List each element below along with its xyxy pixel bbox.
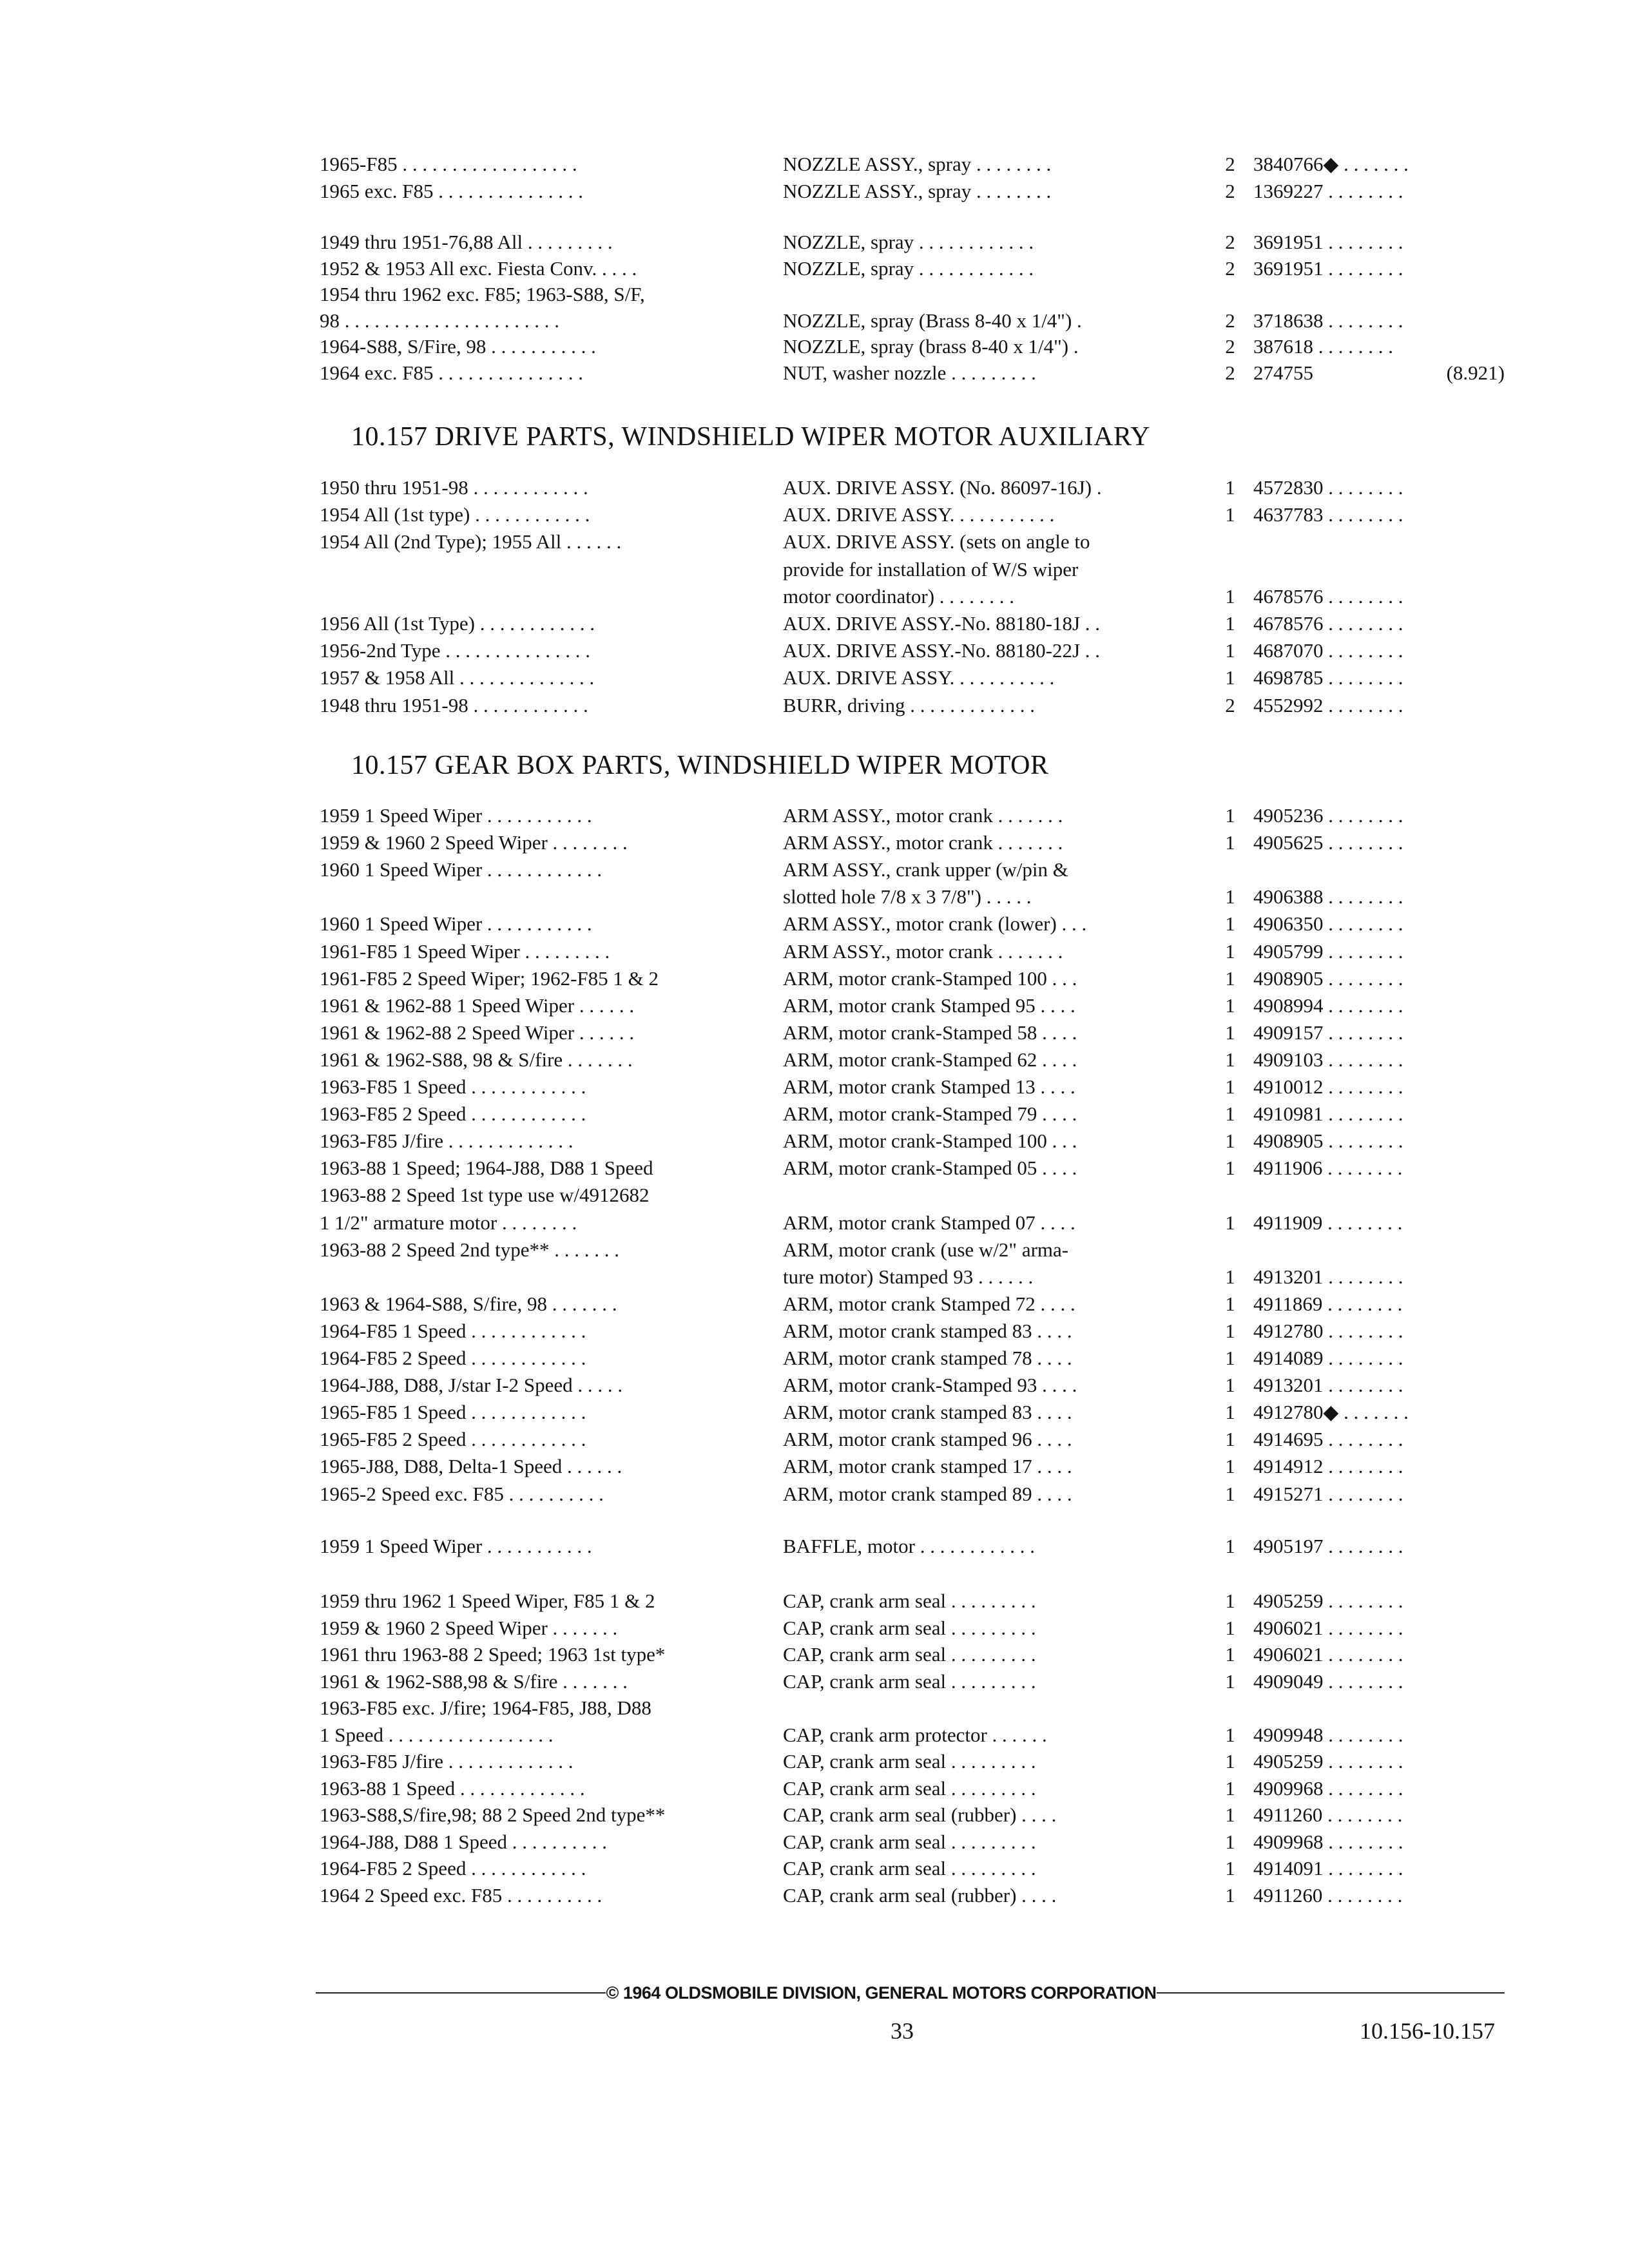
part-description-cell: CAP, crank arm seal (rubber) . . . . bbox=[783, 1803, 1057, 1826]
part-description-cell: CAP, crank arm seal . . . . . . . . . bbox=[783, 1750, 1036, 1773]
application-cell: 1956 All (1st Type) . . . . . . . . . . . . bbox=[320, 612, 595, 635]
list-item bbox=[0, 1669, 1629, 1695]
part-number-cell: 4911869 . . . . . . . . bbox=[1253, 1292, 1403, 1315]
part-description-cell: CAP, crank arm seal (rubber) . . . . bbox=[783, 1883, 1057, 1907]
part-description-cell: AUX. DRIVE ASSY. . . . . . . . . . . bbox=[783, 666, 1055, 689]
list-item bbox=[0, 939, 1629, 965]
part-number-cell: 4909103 . . . . . . . . bbox=[1253, 1048, 1403, 1071]
quantity-cell: 1 bbox=[1225, 1750, 1235, 1773]
quantity-cell: 1 bbox=[1225, 1265, 1235, 1288]
part-description-cell: NOZZLE, spray . . . . . . . . . . . . bbox=[783, 231, 1034, 253]
list-item bbox=[0, 638, 1629, 664]
application-cell: 1959 thru 1962 1 Speed Wiper, F85 1 & 2 bbox=[320, 1590, 655, 1612]
application-cell: 1959 & 1960 2 Speed Wiper . . . . . . . . bbox=[320, 831, 628, 854]
part-description-cell: ARM, motor crank (use w/2" arma- bbox=[783, 1238, 1069, 1261]
list-item bbox=[0, 151, 1629, 177]
list-item bbox=[0, 857, 1629, 883]
part-description-cell: ARM, motor crank-Stamped 05 . . . . bbox=[783, 1157, 1077, 1180]
part-description-cell: motor coordinator) . . . . . . . . bbox=[783, 584, 1015, 608]
part-number-cell: 4572830 . . . . . . . . bbox=[1253, 476, 1403, 499]
quantity-cell: 1 bbox=[1225, 885, 1235, 908]
part-description-cell: NOZZLE ASSY., spray . . . . . . . . bbox=[783, 153, 1052, 175]
list-item bbox=[0, 1345, 1629, 1371]
part-number-cell: 274755 bbox=[1253, 361, 1313, 384]
list-item bbox=[0, 830, 1629, 856]
part-number-cell: 1369227 . . . . . . . . bbox=[1253, 180, 1403, 202]
part-description-cell: NOZZLE, spray (brass 8-40 x 1/4") . bbox=[783, 335, 1079, 358]
list-item bbox=[0, 1020, 1629, 1046]
copyright-text: © 1964 OLDSMOBILE DIVISION, GENERAL MOTORS CORPORATION bbox=[606, 1983, 1157, 2003]
application-cell: 1963-F85 exc. J/fire; 1964-F85, J88, D88 bbox=[320, 1696, 651, 1719]
part-number-cell: 4911909 . . . . . . . . bbox=[1253, 1211, 1403, 1234]
quantity-cell: 1 bbox=[1225, 804, 1235, 827]
application-cell: 1961 & 1962-S88,98 & S/fire . . . . . . . bbox=[320, 1669, 628, 1693]
list-item bbox=[0, 911, 1629, 937]
application-cell: 1961-F85 2 Speed Wiper; 1962-F85 1 & 2 bbox=[320, 966, 659, 990]
part-number-cell: 3718638 . . . . . . . . bbox=[1253, 309, 1403, 332]
application-cell: 1964 2 Speed exc. F85 . . . . . . . . . . bbox=[320, 1883, 602, 1907]
part-number-cell: 4906021 . . . . . . . . bbox=[1253, 1643, 1403, 1666]
quantity-cell: 1 bbox=[1225, 1723, 1235, 1746]
application-cell: 1963-88 1 Speed . . . . . . . . . . . . . bbox=[320, 1776, 585, 1800]
list-item bbox=[0, 282, 1629, 307]
quantity-cell: 1 bbox=[1225, 1535, 1235, 1557]
part-number-cell: 4909157 . . . . . . . . bbox=[1253, 1021, 1403, 1044]
application-cell: 98 . . . . . . . . . . . . . . . . . . . . . . bbox=[320, 309, 559, 332]
list-item bbox=[0, 334, 1629, 360]
application-cell: 1965-J88, D88, Delta-1 Speed . . . . . . bbox=[320, 1455, 622, 1478]
list-item bbox=[0, 1615, 1629, 1641]
quantity-cell: 2 bbox=[1225, 335, 1235, 358]
part-description-cell: AUX. DRIVE ASSY. . . . . . . . . . . bbox=[783, 503, 1055, 526]
part-number-cell: 4908905 . . . . . . . . bbox=[1253, 966, 1403, 990]
part-number-cell: 4908905 . . . . . . . . bbox=[1253, 1129, 1403, 1153]
application-cell: 1964-F85 1 Speed . . . . . . . . . . . . bbox=[320, 1319, 586, 1342]
part-number-cell: 4911906 . . . . . . . . bbox=[1253, 1157, 1403, 1180]
part-number-cell: 3691951 . . . . . . . . bbox=[1253, 231, 1403, 253]
application-cell: 1963-F85 1 Speed . . . . . . . . . . . . bbox=[320, 1075, 586, 1098]
list-item bbox=[0, 1802, 1629, 1828]
part-description-cell: CAP, crank arm seal . . . . . . . . . bbox=[783, 1643, 1036, 1666]
application-cell: 1949 thru 1951-76,88 All . . . . . . . . . bbox=[320, 231, 613, 253]
quantity-cell: 1 bbox=[1225, 1374, 1235, 1397]
application-cell: 1954 All (2nd Type); 1955 All . . . . . . bbox=[320, 530, 622, 553]
part-description-cell: ARM, motor crank stamped 83 . . . . bbox=[783, 1319, 1072, 1342]
list-item bbox=[0, 993, 1629, 1019]
application-cell: 1961 & 1962-88 2 Speed Wiper . . . . . . bbox=[320, 1021, 635, 1044]
quantity-cell: 1 bbox=[1225, 612, 1235, 635]
quantity-cell: 1 bbox=[1225, 1129, 1235, 1153]
part-number-cell: 4687070 . . . . . . . . bbox=[1253, 639, 1403, 662]
list-item bbox=[0, 256, 1629, 282]
quantity-cell: 1 bbox=[1225, 1643, 1235, 1666]
part-number-cell: 4913201 . . . . . . . . bbox=[1253, 1265, 1403, 1288]
part-description-cell: ARM, motor crank-Stamped 62 . . . . bbox=[783, 1048, 1077, 1071]
list-item bbox=[0, 1372, 1629, 1398]
part-number-cell: 4552992 . . . . . . . . bbox=[1253, 693, 1403, 716]
application-cell: 1963-S88,S/fire,98; 88 2 Speed 2nd type** bbox=[320, 1803, 666, 1826]
part-description-cell: CAP, crank arm protector . . . . . . bbox=[783, 1723, 1047, 1746]
application-cell: 1961 thru 1963-88 2 Speed; 1963 1st type* bbox=[320, 1643, 666, 1666]
part-number-cell: 4905625 . . . . . . . . bbox=[1253, 831, 1403, 854]
part-description-cell: ARM, motor crank Stamped 07 . . . . bbox=[783, 1211, 1075, 1234]
part-description-cell: NOZZLE ASSY., spray . . . . . . . . bbox=[783, 180, 1052, 202]
list-item bbox=[0, 1074, 1629, 1100]
list-item bbox=[0, 360, 1629, 386]
part-number-cell: 4909049 . . . . . . . . bbox=[1253, 1669, 1403, 1693]
quantity-cell: 1 bbox=[1225, 1830, 1235, 1853]
part-description-cell: ARM ASSY., motor crank . . . . . . . bbox=[783, 939, 1063, 963]
part-number-cell: 4911260 . . . . . . . . bbox=[1253, 1803, 1403, 1826]
quantity-cell: 1 bbox=[1225, 1803, 1235, 1826]
application-cell: 1963-F85 J/fire . . . . . . . . . . . . . bbox=[320, 1129, 574, 1153]
list-item bbox=[0, 308, 1629, 334]
part-description-cell: ARM ASSY., motor crank . . . . . . . bbox=[783, 831, 1063, 854]
list-item bbox=[0, 1829, 1629, 1855]
quantity-cell: 1 bbox=[1225, 831, 1235, 854]
part-description-cell: AUX. DRIVE ASSY.-No. 88180-22J . . bbox=[783, 639, 1101, 662]
part-description-cell: ARM, motor crank stamped 83 . . . . bbox=[783, 1401, 1072, 1424]
application-cell: 1961 & 1962-S88, 98 & S/fire . . . . . . . bbox=[320, 1048, 633, 1071]
list-item bbox=[0, 966, 1629, 992]
quantity-cell: 1 bbox=[1225, 1347, 1235, 1369]
application-cell: 1964-S88, S/Fire, 98 . . . . . . . . . . . bbox=[320, 335, 596, 358]
quantity-cell: 1 bbox=[1225, 1292, 1235, 1315]
part-description-cell: ARM, motor crank stamped 96 . . . . bbox=[783, 1428, 1072, 1451]
list-item bbox=[0, 1237, 1629, 1263]
part-number-cell: 4906350 . . . . . . . . bbox=[1253, 912, 1403, 936]
section-reference: 10.156-10.157 bbox=[1360, 2018, 1495, 2044]
application-cell: 1 1/2" armature motor . . . . . . . . bbox=[320, 1211, 577, 1234]
part-number-cell: 4905197 . . . . . . . . bbox=[1253, 1535, 1403, 1557]
list-item bbox=[0, 1155, 1629, 1181]
application-cell: 1965-F85 2 Speed . . . . . . . . . . . . bbox=[320, 1428, 586, 1451]
list-item bbox=[0, 178, 1629, 204]
quantity-cell: 1 bbox=[1225, 1857, 1235, 1879]
list-item bbox=[0, 229, 1629, 255]
part-number-cell: 3691951 . . . . . . . . bbox=[1253, 256, 1403, 280]
list-item bbox=[0, 1481, 1629, 1507]
copyright-footer bbox=[316, 1980, 1505, 2006]
list-item bbox=[0, 1588, 1629, 1614]
quantity-cell: 2 bbox=[1225, 256, 1235, 280]
application-cell: 1963-88 2 Speed 2nd type** . . . . . . . bbox=[320, 1238, 619, 1261]
part-number-cell: 4637783 . . . . . . . . bbox=[1253, 503, 1403, 526]
list-item bbox=[0, 1318, 1629, 1344]
quantity-cell: 1 bbox=[1225, 912, 1235, 936]
quantity-cell: 1 bbox=[1225, 1319, 1235, 1342]
part-number-cell: 4909968 . . . . . . . . bbox=[1253, 1776, 1403, 1800]
application-cell: 1965-2 Speed exc. F85 . . . . . . . . . . bbox=[320, 1482, 604, 1505]
part-number-cell: 4909968 . . . . . . . . bbox=[1253, 1830, 1403, 1853]
part-number-cell: 4678576 . . . . . . . . bbox=[1253, 612, 1403, 635]
quantity-cell: 1 bbox=[1225, 1157, 1235, 1180]
application-cell: 1964-F85 2 Speed . . . . . . . . . . . . bbox=[320, 1857, 586, 1879]
list-item bbox=[0, 693, 1629, 718]
application-cell: 1950 thru 1951-98 . . . . . . . . . . . . bbox=[320, 476, 588, 499]
quantity-cell: 1 bbox=[1225, 1211, 1235, 1234]
part-description-cell: ARM, motor crank Stamped 95 . . . . bbox=[783, 994, 1075, 1017]
part-description-cell: CAP, crank arm seal . . . . . . . . . bbox=[783, 1776, 1036, 1800]
part-number-cell: 4915271 . . . . . . . . bbox=[1253, 1482, 1403, 1505]
list-item bbox=[0, 1533, 1629, 1559]
list-item bbox=[0, 1047, 1629, 1073]
quantity-cell: 2 bbox=[1225, 231, 1235, 253]
list-item bbox=[0, 557, 1629, 582]
list-item bbox=[0, 884, 1629, 910]
application-cell: 1965 exc. F85 . . . . . . . . . . . . . . . bbox=[320, 180, 584, 202]
list-item bbox=[0, 1128, 1629, 1154]
part-number-cell: 4914912 . . . . . . . . bbox=[1253, 1455, 1403, 1478]
part-description-cell: BURR, driving . . . . . . . . . . . . . bbox=[783, 693, 1035, 716]
quantity-cell: 1 bbox=[1225, 503, 1235, 526]
part-number-cell: 4914091 . . . . . . . . bbox=[1253, 1857, 1403, 1879]
list-item bbox=[0, 1749, 1629, 1774]
part-description-cell: NOZZLE, spray (Brass 8-40 x 1/4") . bbox=[783, 309, 1082, 332]
quantity-cell: 2 bbox=[1225, 693, 1235, 716]
part-number-cell: 4909948 . . . . . . . . bbox=[1253, 1723, 1403, 1746]
part-description-cell: NOZZLE, spray . . . . . . . . . . . . bbox=[783, 256, 1034, 280]
list-item bbox=[0, 1264, 1629, 1290]
list-item bbox=[0, 1210, 1629, 1236]
part-description-cell: ARM, motor crank Stamped 72 . . . . bbox=[783, 1292, 1075, 1315]
part-number-cell: 4905259 . . . . . . . . bbox=[1253, 1590, 1403, 1612]
part-description-cell: ARM, motor crank Stamped 13 . . . . bbox=[783, 1075, 1075, 1098]
footer-rule-left bbox=[316, 1992, 606, 1994]
part-description-cell: BAFFLE, motor . . . . . . . . . . . . bbox=[783, 1535, 1035, 1557]
part-description-cell: CAP, crank arm seal . . . . . . . . . bbox=[783, 1590, 1036, 1612]
application-cell: 1959 1 Speed Wiper . . . . . . . . . . . bbox=[320, 804, 592, 827]
part-number-cell: 4910012 . . . . . . . . bbox=[1253, 1075, 1403, 1098]
part-number-cell: 4911260 . . . . . . . . bbox=[1253, 1883, 1403, 1907]
quantity-cell: 1 bbox=[1225, 966, 1235, 990]
part-number-cell: 387618 . . . . . . . . bbox=[1253, 335, 1393, 358]
quantity-cell: 1 bbox=[1225, 639, 1235, 662]
application-cell: 1964-J88, D88, J/star I-2 Speed . . . . . bbox=[320, 1374, 623, 1397]
application-cell: 1963-F85 2 Speed . . . . . . . . . . . . bbox=[320, 1102, 586, 1126]
list-item bbox=[0, 611, 1629, 637]
application-cell: 1963-88 2 Speed 1st type use w/4912682 bbox=[320, 1184, 650, 1207]
quantity-cell: 1 bbox=[1225, 1075, 1235, 1098]
part-number-cell: 4912780◆ . . . . . . . bbox=[1253, 1401, 1409, 1424]
part-description-cell: ARM, motor crank stamped 17 . . . . bbox=[783, 1455, 1072, 1478]
part-description-cell: ARM, motor crank-Stamped 58 . . . . bbox=[783, 1021, 1077, 1044]
page-number: 33 bbox=[891, 2018, 914, 2044]
part-description-cell: ARM ASSY., motor crank (lower) . . . bbox=[783, 912, 1087, 936]
list-item bbox=[0, 1454, 1629, 1479]
list-item bbox=[0, 1399, 1629, 1425]
list-item bbox=[0, 1101, 1629, 1127]
quantity-cell: 1 bbox=[1225, 1590, 1235, 1612]
quantity-cell: 1 bbox=[1225, 994, 1235, 1017]
part-description-cell: slotted hole 7/8 x 3 7/8") . . . . . bbox=[783, 885, 1032, 908]
cross-ref-cell: (8.921) bbox=[1446, 361, 1505, 384]
part-description-cell: ARM ASSY., crank upper (w/pin & bbox=[783, 858, 1068, 881]
application-cell: 1960 1 Speed Wiper . . . . . . . . . . . . bbox=[320, 858, 602, 881]
part-description-cell: ARM, motor crank-Stamped 79 . . . . bbox=[783, 1102, 1077, 1126]
quantity-cell: 2 bbox=[1225, 153, 1235, 175]
quantity-cell: 2 bbox=[1225, 361, 1235, 384]
part-number-cell: 4908994 . . . . . . . . bbox=[1253, 994, 1403, 1017]
application-cell: 1961-F85 1 Speed Wiper . . . . . . . . . bbox=[320, 939, 610, 963]
application-cell: 1964-J88, D88 1 Speed . . . . . . . . . . bbox=[320, 1830, 608, 1853]
list-item bbox=[0, 475, 1629, 501]
part-description-cell: AUX. DRIVE ASSY. (No. 86097-16J) . bbox=[783, 476, 1102, 499]
application-cell: 1964-F85 2 Speed . . . . . . . . . . . . bbox=[320, 1347, 586, 1369]
list-item bbox=[0, 1427, 1629, 1452]
part-description-cell: ARM, motor crank-Stamped 100 . . . bbox=[783, 966, 1077, 990]
part-description-cell: CAP, crank arm seal . . . . . . . . . bbox=[783, 1857, 1036, 1879]
list-item bbox=[0, 1856, 1629, 1881]
list-item bbox=[0, 1182, 1629, 1208]
application-cell: 1965-F85 . . . . . . . . . . . . . . . . . . bbox=[320, 153, 577, 175]
quantity-cell: 1 bbox=[1225, 1048, 1235, 1071]
part-description-cell: provide for installation of W/S wiper bbox=[783, 557, 1079, 581]
quantity-cell: 1 bbox=[1225, 1021, 1235, 1044]
quantity-cell: 2 bbox=[1225, 180, 1235, 202]
list-item bbox=[0, 529, 1629, 555]
quantity-cell: 1 bbox=[1225, 1102, 1235, 1126]
part-number-cell: 4906388 . . . . . . . . bbox=[1253, 885, 1403, 908]
part-description-cell: ARM ASSY., motor crank . . . . . . . bbox=[783, 804, 1063, 827]
section-title-gear-box-parts: 10.157 GEAR BOX PARTS, WINDSHIELD WIPER MOTOR bbox=[351, 751, 1049, 780]
part-number-cell: 4905259 . . . . . . . . bbox=[1253, 1750, 1403, 1773]
part-description-cell: ARM, motor crank-Stamped 93 . . . . bbox=[783, 1374, 1077, 1397]
list-item bbox=[0, 502, 1629, 528]
application-cell: 1965-F85 1 Speed . . . . . . . . . . . . bbox=[320, 1401, 586, 1424]
list-item bbox=[0, 1722, 1629, 1748]
quantity-cell: 1 bbox=[1225, 1616, 1235, 1639]
application-cell: 1959 & 1960 2 Speed Wiper . . . . . . . bbox=[320, 1616, 618, 1639]
application-cell: 1960 1 Speed Wiper . . . . . . . . . . . bbox=[320, 912, 592, 936]
application-cell: 1954 thru 1962 exc. F85; 1963-S88, S/F, bbox=[320, 283, 645, 305]
list-item bbox=[0, 1883, 1629, 1908]
quantity-cell: 1 bbox=[1225, 1883, 1235, 1907]
part-number-cell: 4913201 . . . . . . . . bbox=[1253, 1374, 1403, 1397]
application-cell: 1964 exc. F85 . . . . . . . . . . . . . . . bbox=[320, 361, 584, 384]
quantity-cell: 1 bbox=[1225, 1401, 1235, 1424]
part-number-cell: 4678576 . . . . . . . . bbox=[1253, 584, 1403, 608]
quantity-cell: 1 bbox=[1225, 666, 1235, 689]
list-item bbox=[0, 665, 1629, 691]
list-item bbox=[0, 1642, 1629, 1667]
application-cell: 1952 & 1953 All exc. Fiesta Conv. . . . . bbox=[320, 256, 637, 280]
part-description-cell: CAP, crank arm seal . . . . . . . . . bbox=[783, 1669, 1036, 1693]
quantity-cell: 1 bbox=[1225, 1482, 1235, 1505]
quantity-cell: 1 bbox=[1225, 476, 1235, 499]
part-number-cell: 4906021 . . . . . . . . bbox=[1253, 1616, 1403, 1639]
quantity-cell: 1 bbox=[1225, 1669, 1235, 1693]
part-number-cell: 3840766◆ . . . . . . . bbox=[1253, 153, 1409, 175]
list-item bbox=[0, 1695, 1629, 1721]
part-number-cell: 4914089 . . . . . . . . bbox=[1253, 1347, 1403, 1369]
quantity-cell: 1 bbox=[1225, 1428, 1235, 1451]
part-number-cell: 4698785 . . . . . . . . bbox=[1253, 666, 1403, 689]
application-cell: 1954 All (1st type) . . . . . . . . . . . . bbox=[320, 503, 590, 526]
part-number-cell: 4912780 . . . . . . . . bbox=[1253, 1319, 1403, 1342]
application-cell: 1963 & 1964-S88, S/fire, 98 . . . . . . . bbox=[320, 1292, 617, 1315]
application-cell: 1 Speed . . . . . . . . . . . . . . . . . bbox=[320, 1723, 554, 1746]
part-description-cell: NUT, washer nozzle . . . . . . . . . bbox=[783, 361, 1036, 384]
application-cell: 1959 1 Speed Wiper . . . . . . . . . . . bbox=[320, 1535, 592, 1557]
list-item bbox=[0, 1291, 1629, 1317]
part-description-cell: ture motor) Stamped 93 . . . . . . bbox=[783, 1265, 1034, 1288]
list-item bbox=[0, 1776, 1629, 1802]
part-number-cell: 4914695 . . . . . . . . bbox=[1253, 1428, 1403, 1451]
part-description-cell: ARM, motor crank stamped 78 . . . . bbox=[783, 1347, 1072, 1369]
part-description-cell: ARM, motor crank-Stamped 100 . . . bbox=[783, 1129, 1077, 1153]
application-cell: 1963-F85 J/fire . . . . . . . . . . . . . bbox=[320, 1750, 574, 1773]
quantity-cell: 2 bbox=[1225, 309, 1235, 332]
application-cell: 1963-88 1 Speed; 1964-J88, D88 1 Speed bbox=[320, 1157, 653, 1180]
quantity-cell: 1 bbox=[1225, 1455, 1235, 1478]
part-number-cell: 4905236 . . . . . . . . bbox=[1253, 804, 1403, 827]
part-description-cell: CAP, crank arm seal . . . . . . . . . bbox=[783, 1616, 1036, 1639]
application-cell: 1957 & 1958 All . . . . . . . . . . . . . . bbox=[320, 666, 595, 689]
application-cell: 1948 thru 1951-98 . . . . . . . . . . . . bbox=[320, 693, 588, 716]
section-title-drive-parts: 10.157 DRIVE PARTS, WINDSHIELD WIPER MOTOR AUXILIARY bbox=[351, 422, 1150, 452]
list-item bbox=[0, 803, 1629, 829]
list-item bbox=[0, 584, 1629, 610]
part-description-cell: ARM, motor crank stamped 89 . . . . bbox=[783, 1482, 1072, 1505]
footer-rule-right bbox=[1157, 1992, 1505, 1994]
quantity-cell: 1 bbox=[1225, 939, 1235, 963]
application-cell: 1961 & 1962-88 1 Speed Wiper . . . . . . bbox=[320, 994, 635, 1017]
part-description-cell: AUX. DRIVE ASSY.-No. 88180-18J . . bbox=[783, 612, 1101, 635]
quantity-cell: 1 bbox=[1225, 1776, 1235, 1800]
part-number-cell: 4910981 . . . . . . . . bbox=[1253, 1102, 1403, 1126]
part-description-cell: AUX. DRIVE ASSY. (sets on angle to bbox=[783, 530, 1090, 553]
part-number-cell: 4905799 . . . . . . . . bbox=[1253, 939, 1403, 963]
application-cell: 1956-2nd Type . . . . . . . . . . . . . . . bbox=[320, 639, 591, 662]
part-description-cell: CAP, crank arm seal . . . . . . . . . bbox=[783, 1830, 1036, 1853]
quantity-cell: 1 bbox=[1225, 584, 1235, 608]
